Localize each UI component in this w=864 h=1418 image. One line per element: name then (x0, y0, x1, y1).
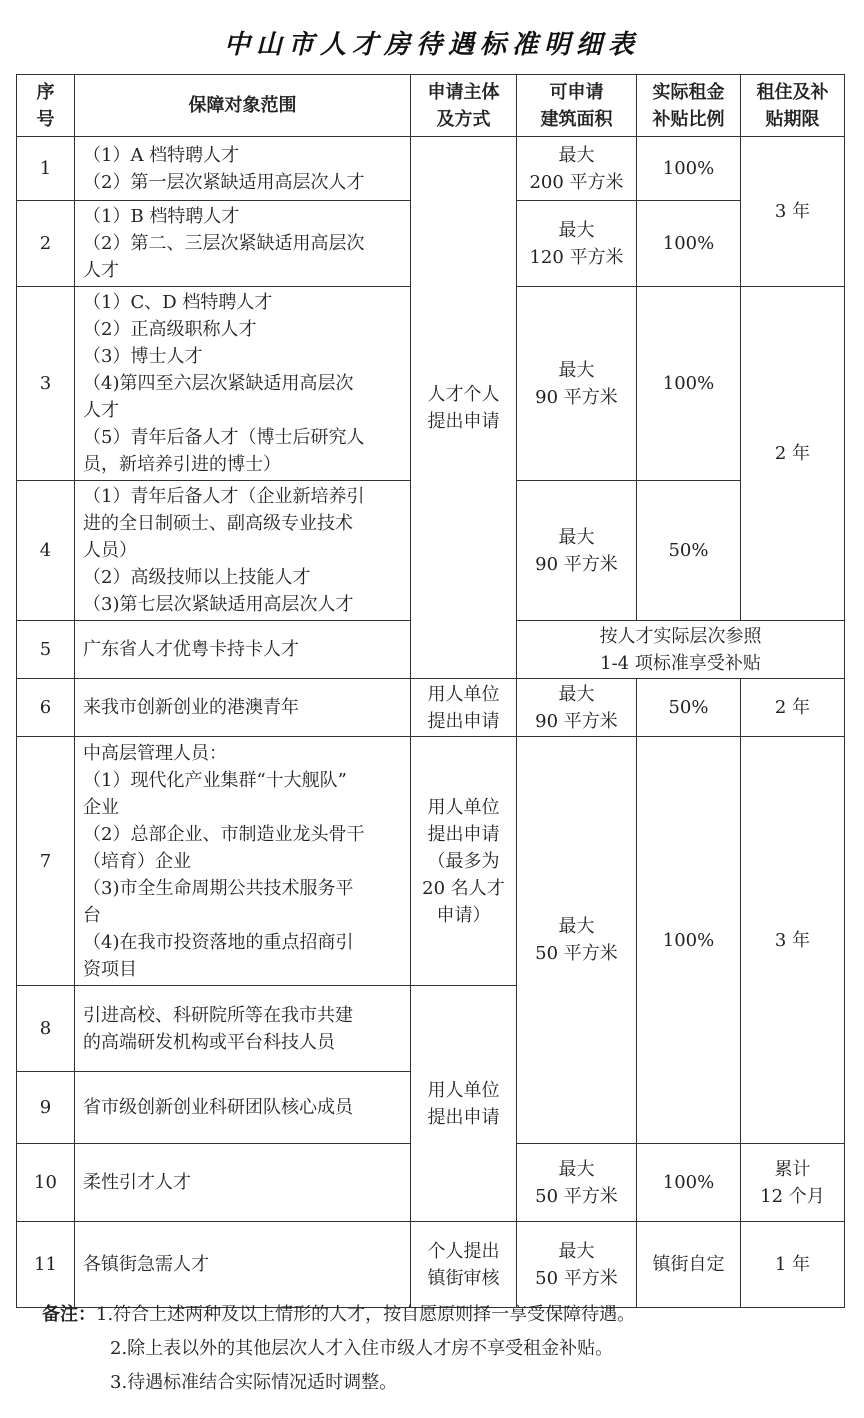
table-header-row (17, 75, 845, 137)
subject-cell-rows-8-10: 用人单位 提出申请 (411, 986, 517, 1222)
row-subject: 用人单位 提出申请 (411, 679, 517, 737)
header-seq: 序 号 (17, 75, 75, 137)
row-period: 1 年 (741, 1222, 845, 1308)
row-area: 最大 90 平方米 (517, 679, 637, 737)
subject-cell-rows-1-5: 人才个人 提出申请 (411, 137, 517, 679)
row-seq: 5 (17, 621, 75, 679)
row-seq: 11 (17, 1222, 75, 1308)
row-period: 2 年 (741, 679, 845, 737)
row-merged-standard: 按人才实际层次参照 1-4 项标准享受补贴 (517, 621, 845, 679)
row-ratio: 镇街自定 (637, 1222, 741, 1308)
row-seq: 3 (17, 287, 75, 481)
row-scope: 各镇街急需人才 (75, 1222, 411, 1308)
page-title: 中山市人才房待遇标准明细表 (223, 30, 640, 60)
row-seq: 9 (17, 1072, 75, 1144)
header-scope: 保障对象范围 (75, 75, 411, 137)
note-item: 2.除上表以外的其他层次人才入住市级人才房不享受租金补贴。 (110, 1338, 614, 1359)
ratio-cell-rows-7-9: 100% (637, 737, 741, 1144)
notes-block (42, 1298, 635, 1400)
note-item: 1.符合上述两种及以上情形的人才，按自愿原则择一享受保障待遇。 (96, 1304, 636, 1325)
table-row (17, 1222, 845, 1308)
table-row (17, 737, 845, 986)
row-seq: 4 (17, 481, 75, 621)
header-area: 可申请 建筑面积 (517, 75, 637, 137)
row-subject: 用人单位 提出申请 （最多为 20 名人才 申请） (411, 737, 517, 986)
row-scope: 中高层管理人员： （1）现代化产业集群“十大舰队” 企业 （2）总部企业、市制造业龙头骨干 （培育）企业 （3)市全生命周期公共技术服务平 台 （4)在我市投资落地的重点招商引 资项目 (75, 737, 411, 986)
header-ratio: 实际租金 补贴比例 (637, 75, 741, 137)
period-cell-rows-3-4: 2 年 (741, 287, 845, 621)
period-cell-rows-7-9: 3 年 (741, 737, 845, 1144)
row-scope: 广东省人才优粤卡持卡人才 (75, 621, 411, 679)
row-scope: （1）C、D 档特聘人才 （2）正高级职称人才 （3）博士人才 （4)第四至六层次紧缺适用高层次 人才 （5）青年后备人才（博士后研究人 员，新培养引进的博士） (75, 287, 411, 481)
row-ratio: 50% (637, 679, 741, 737)
row-area: 最大 50 平方米 (517, 1222, 637, 1308)
row-area: 最大 90 平方米 (517, 287, 637, 481)
row-seq: 10 (17, 1144, 75, 1222)
row-scope: 来我市创新创业的港澳青年 (75, 679, 411, 737)
note-line-1 (42, 1298, 635, 1332)
row-ratio: 100% (637, 1144, 741, 1222)
row-ratio: 100% (637, 201, 741, 287)
row-seq: 8 (17, 986, 75, 1072)
table-row (17, 679, 845, 737)
table-row (17, 137, 845, 201)
note-item: 3.待遇标准结合实际情况适时调整。 (110, 1372, 398, 1393)
header-subject: 申请主体 及方式 (411, 75, 517, 137)
row-area: 最大 200 平方米 (517, 137, 637, 201)
row-area: 最大 90 平方米 (517, 481, 637, 621)
row-seq: 6 (17, 679, 75, 737)
row-seq: 7 (17, 737, 75, 986)
row-scope: 引进高校、科研院所等在我市共建 的高端研发机构或平台科技人员 (75, 986, 411, 1072)
row-scope: （1）青年后备人才（企业新培养引 进的全日制硕士、副高级专业技术 人员） （2）高级技师以上技能人才 （3)第七层次紧缺适用高层次人才 (75, 481, 411, 621)
row-scope: （1）B 档特聘人才 （2）第二、三层次紧缺适用高层次 人才 (75, 201, 411, 287)
row-ratio: 100% (637, 137, 741, 201)
area-cell-rows-7-9: 最大 50 平方米 (517, 737, 637, 1144)
row-subject: 个人提出 镇街审核 (411, 1222, 517, 1308)
row-period: 累计 12 个月 (741, 1144, 845, 1222)
period-cell-rows-1-2: 3 年 (741, 137, 845, 287)
row-scope: 省市级创新创业科研团队核心成员 (75, 1072, 411, 1144)
row-ratio: 100% (637, 287, 741, 481)
row-scope: 柔性引才人才 (75, 1144, 411, 1222)
row-ratio: 50% (637, 481, 741, 621)
header-period: 租住及补 贴期限 (741, 75, 845, 137)
row-area: 最大 120 平方米 (517, 201, 637, 287)
row-seq: 1 (17, 137, 75, 201)
standards-table (16, 74, 845, 1308)
row-seq: 2 (17, 201, 75, 287)
row-area: 最大 50 平方米 (517, 1144, 637, 1222)
row-scope: （1）A 档特聘人才 （2）第一层次紧缺适用高层次人才 (75, 137, 411, 201)
notes-label: 备注： (42, 1304, 96, 1325)
